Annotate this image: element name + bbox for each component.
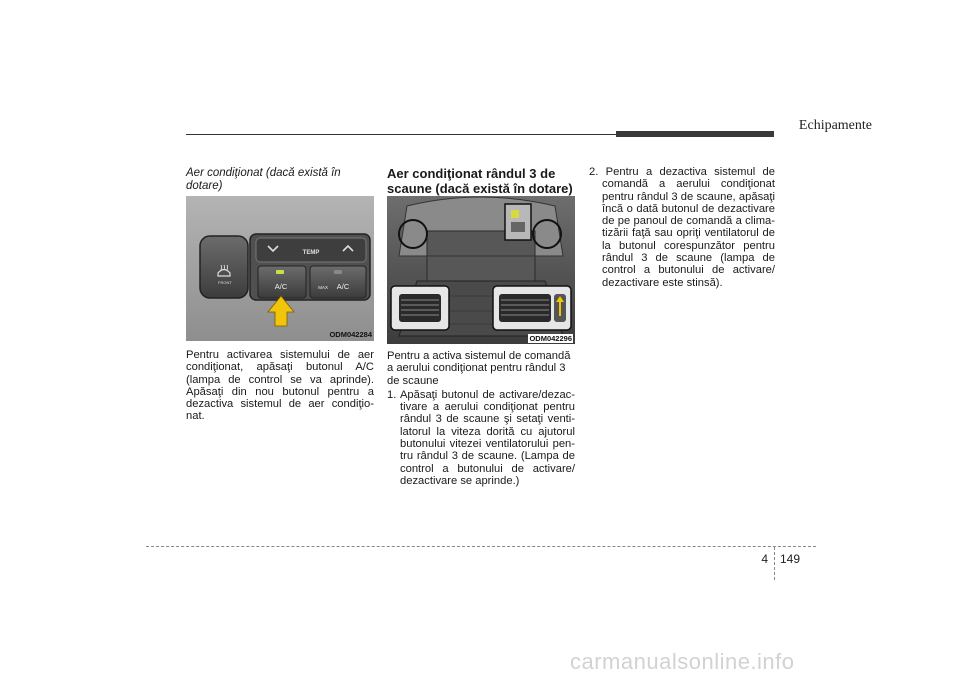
rear-ac-step-2: 2. Pentru a dezactiva sistemul de comandă a aerului condiţionat pentru rândul 3 de scaune, apăsaţi încă o dată butonul de dezactivare de pe panoul de comandă a clima-tizării faţă sau opriţi ventilatorul de la butonul corespunzător pentru rândul 3 de scaune (lampa de control a butonului de activare/ dezactivare este stinsă).: [589, 166, 775, 289]
chapter-number: 4: [761, 552, 768, 566]
ac-control-figure: [186, 196, 374, 341]
ac-control-panel-illustration: [186, 196, 374, 341]
watermark: carmanualsonline.info: [570, 649, 795, 674]
rear-ac-step-2-block: [589, 166, 775, 289]
figure-id: ODM042284: [329, 330, 372, 339]
max-ac-button-label: A/C: [336, 282, 350, 291]
max-ac-lamp: [334, 270, 342, 274]
ac-button-label: A/C: [274, 282, 288, 291]
page-number: 149: [780, 552, 801, 566]
section-title: Echipamente: [798, 118, 872, 133]
header-rule: [186, 134, 616, 135]
footer-divider: [774, 547, 775, 580]
rear-ac-intro: Pentru a activa sistemul de comandă a aerului condiţionat pentru rândul 3 de scaune: [387, 350, 571, 387]
ac-lamp: [276, 270, 284, 274]
rear-ac-heading: Aer condiţionat rândul 3 de scaune (dacă există în dotare): [387, 166, 573, 196]
footer-rule: [146, 546, 816, 547]
right-vent-icon: [493, 286, 571, 330]
max-label: MAX: [318, 285, 328, 290]
temp-label: TEMP: [302, 250, 320, 256]
rear-ac-step-1: 1. Apăsaţi butonul de activare/dezac-tivare a aerului condiţionat pentru rândul 3 de scaune şi setaţi venti-latorul la viteza dorită cu ajutorul butonului vitezei ventilatorului pen-tru rândul 3 de scaune. (Lampa de control a butonului de activare/ dezactivare se aprinde.): [387, 388, 575, 487]
rear-ac-body: [387, 350, 575, 487]
ac-body-text: Pentru activarea sistemului de aer condiţionat, apăsaţi butonul A/C (lampa de control se va aprinde). Apăsaţi din nou butonul pentru a dezactiva sistemul de aer condiţio-nat.: [186, 349, 374, 423]
ac-heading: Aer condiţionat (dacă există în dotare): [186, 167, 341, 192]
figure-id: ODM042296: [529, 334, 572, 343]
header-rule-accent: [616, 131, 774, 137]
rear-ac-figure: [387, 196, 575, 344]
cargo-area-illustration: [387, 196, 575, 344]
front-label: FRONT: [218, 280, 232, 285]
left-vent-icon: [391, 286, 449, 330]
